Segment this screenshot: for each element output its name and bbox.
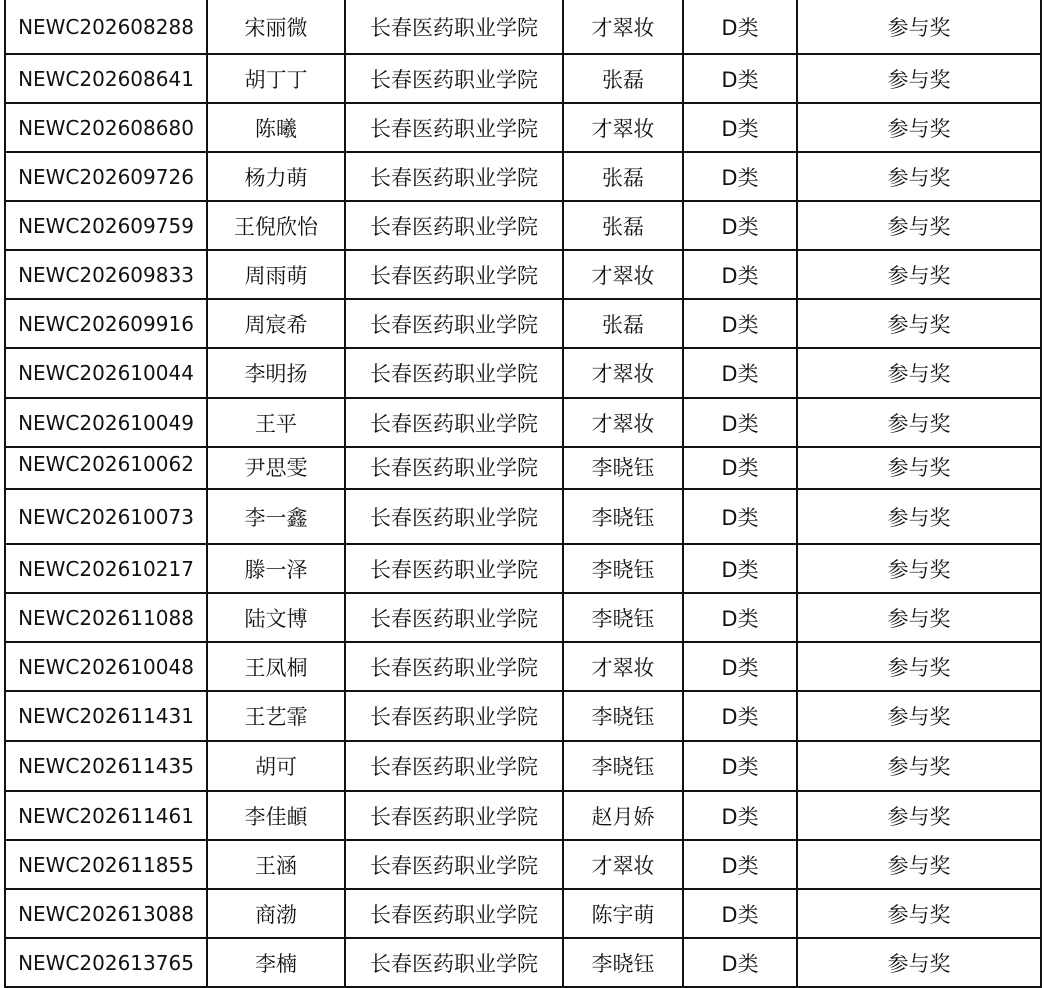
student-name-cell: 李明扬 bbox=[208, 349, 346, 397]
registration-id-cell: NEWC202610049 bbox=[6, 399, 208, 446]
teacher-name-cell: 李晓钰 bbox=[564, 490, 684, 543]
school-name-cell: 长春医药职业学院 bbox=[346, 448, 564, 488]
student-name-cell: 王平 bbox=[208, 399, 346, 446]
teacher-name-cell: 李晓钰 bbox=[564, 448, 684, 488]
award-cell: 参与奖 bbox=[887, 705, 951, 729]
student-name-cell: 陆文博 bbox=[208, 594, 346, 641]
table-row bbox=[6, 643, 1040, 692]
school-name-cell: 长春医药职业学院 bbox=[346, 153, 564, 200]
teacher-name-cell: 李晓钰 bbox=[564, 692, 684, 740]
registration-id-cell: NEWC202610217 bbox=[6, 545, 208, 592]
student-name-cell: 杨力萌 bbox=[208, 153, 346, 200]
school-name-cell: 长春医药职业学院 bbox=[346, 594, 564, 641]
teacher-name-cell: 张磊 bbox=[564, 202, 684, 249]
school-name-cell: 长春医药职业学院 bbox=[346, 104, 564, 151]
school-name-cell: 长春医药职业学院 bbox=[346, 300, 564, 347]
award-cell: 参与奖 bbox=[887, 951, 951, 976]
teacher-name-cell: 才翠妆 bbox=[564, 841, 684, 888]
student-name-cell: 商渤 bbox=[208, 890, 346, 937]
teacher-name-cell: 李晓钰 bbox=[564, 594, 684, 641]
award-cell: 参与奖 bbox=[887, 902, 951, 927]
student-name-cell: 王艺霏 bbox=[208, 692, 346, 740]
awards-table bbox=[4, 0, 1042, 988]
registration-id-cell: NEWC202609759 bbox=[6, 202, 208, 249]
table-row bbox=[6, 939, 1040, 988]
category-cell: D类 bbox=[684, 792, 798, 839]
school-name-cell: 长春医药职业学院 bbox=[346, 890, 564, 937]
category-cell: D类 bbox=[684, 251, 798, 298]
registration-id-cell: NEWC202608641 bbox=[6, 55, 208, 102]
school-name-cell: 长春医药职业学院 bbox=[346, 399, 564, 446]
registration-id-cell: NEWC202611461 bbox=[6, 792, 208, 839]
category-cell: D类 bbox=[684, 545, 798, 592]
category-cell: D类 bbox=[684, 202, 798, 249]
table-row bbox=[6, 545, 1040, 594]
teacher-name-cell: 张磊 bbox=[564, 153, 684, 200]
registration-id-cell: NEWC202609833 bbox=[6, 251, 208, 298]
table-row bbox=[6, 490, 1040, 545]
category-cell: D类 bbox=[684, 742, 798, 790]
registration-id-cell: NEWC202608680 bbox=[6, 104, 208, 151]
school-name-cell: 长春医药职业学院 bbox=[346, 841, 564, 888]
table-row bbox=[6, 349, 1040, 399]
teacher-name-cell: 才翠妆 bbox=[564, 104, 684, 151]
school-name-cell: 长春医药职业学院 bbox=[346, 349, 564, 397]
table-row bbox=[6, 104, 1040, 153]
registration-id-cell: NEWC202610062 bbox=[6, 448, 208, 488]
category-cell: D类 bbox=[684, 300, 798, 347]
registration-id-cell: NEWC202608288 bbox=[6, 0, 208, 53]
teacher-name-cell: 赵月娇 bbox=[564, 792, 684, 839]
school-name-cell: 长春医药职业学院 bbox=[346, 939, 564, 986]
award-cell: 参与奖 bbox=[887, 67, 951, 92]
student-name-cell: 胡丁丁 bbox=[208, 55, 346, 102]
school-name-cell: 长春医药职业学院 bbox=[346, 0, 564, 53]
student-name-cell: 宋丽微 bbox=[208, 0, 346, 53]
registration-id-cell: NEWC202611431 bbox=[6, 692, 208, 740]
school-name-cell: 长春医药职业学院 bbox=[346, 202, 564, 249]
award-cell: 参与奖 bbox=[887, 116, 951, 141]
award-cell: 参与奖 bbox=[887, 312, 951, 337]
student-name-cell: 李佳頔 bbox=[208, 792, 346, 839]
category-cell: D类 bbox=[684, 0, 798, 53]
registration-id-cell: NEWC202611435 bbox=[6, 742, 208, 790]
award-cell: 参与奖 bbox=[887, 411, 951, 436]
teacher-name-cell: 才翠妆 bbox=[564, 399, 684, 446]
table-row bbox=[6, 251, 1040, 300]
award-cell: 参与奖 bbox=[887, 214, 951, 239]
category-cell: D类 bbox=[684, 939, 798, 986]
school-name-cell: 长春医药职业学院 bbox=[346, 545, 564, 592]
category-cell: D类 bbox=[684, 448, 798, 488]
table-row bbox=[6, 594, 1040, 643]
teacher-name-cell: 李晓钰 bbox=[564, 939, 684, 986]
teacher-name-cell: 才翠妆 bbox=[564, 251, 684, 298]
registration-id-cell: NEWC202609726 bbox=[6, 153, 208, 200]
table-row bbox=[6, 792, 1040, 841]
category-cell: D类 bbox=[684, 594, 798, 641]
category-cell: D类 bbox=[684, 890, 798, 937]
category-cell: D类 bbox=[684, 490, 798, 543]
award-cell: 参与奖 bbox=[887, 853, 951, 878]
registration-id-cell: NEWC202611855 bbox=[6, 841, 208, 888]
registration-id-cell: NEWC202613765 bbox=[6, 939, 208, 986]
teacher-name-cell: 张磊 bbox=[564, 300, 684, 347]
award-cell: 参与奖 bbox=[887, 804, 951, 829]
category-cell: D类 bbox=[684, 841, 798, 888]
teacher-name-cell: 才翠妆 bbox=[564, 643, 684, 690]
category-cell: D类 bbox=[684, 153, 798, 200]
table-row bbox=[6, 153, 1040, 202]
teacher-name-cell: 李晓钰 bbox=[564, 545, 684, 592]
school-name-cell: 长春医药职业学院 bbox=[346, 55, 564, 102]
school-name-cell: 长春医药职业学院 bbox=[346, 251, 564, 298]
student-name-cell: 李楠 bbox=[208, 939, 346, 986]
award-cell: 参与奖 bbox=[887, 557, 951, 582]
award-cell: 参与奖 bbox=[887, 755, 951, 779]
table-row bbox=[6, 742, 1040, 792]
table-row bbox=[6, 399, 1040, 448]
category-cell: D类 bbox=[684, 349, 798, 397]
student-name-cell: 周雨萌 bbox=[208, 251, 346, 298]
registration-id-cell: NEWC202610044 bbox=[6, 349, 208, 397]
student-name-cell: 尹思雯 bbox=[208, 448, 346, 488]
award-cell: 参与奖 bbox=[887, 15, 951, 40]
registration-id-cell: NEWC202610073 bbox=[6, 490, 208, 543]
school-name-cell: 长春医药职业学院 bbox=[346, 742, 564, 790]
table-row bbox=[6, 0, 1040, 55]
registration-id-cell: NEWC202610048 bbox=[6, 643, 208, 690]
teacher-name-cell: 陈宇萌 bbox=[564, 890, 684, 937]
student-name-cell: 周宸希 bbox=[208, 300, 346, 347]
table-row bbox=[6, 692, 1040, 742]
award-cell: 参与奖 bbox=[887, 505, 951, 530]
award-cell: 参与奖 bbox=[887, 655, 951, 680]
table-row bbox=[6, 841, 1040, 890]
student-name-cell: 陈曦 bbox=[208, 104, 346, 151]
registration-id-cell: NEWC202609916 bbox=[6, 300, 208, 347]
award-cell: 参与奖 bbox=[887, 362, 951, 386]
table-row bbox=[6, 300, 1040, 349]
school-name-cell: 长春医药职业学院 bbox=[346, 692, 564, 740]
school-name-cell: 长春医药职业学院 bbox=[346, 643, 564, 690]
award-cell: 参与奖 bbox=[887, 263, 951, 288]
category-cell: D类 bbox=[684, 55, 798, 102]
registration-id-cell: NEWC202611088 bbox=[6, 594, 208, 641]
student-name-cell: 李一鑫 bbox=[208, 490, 346, 543]
category-cell: D类 bbox=[684, 104, 798, 151]
student-name-cell: 王涵 bbox=[208, 841, 346, 888]
student-name-cell: 滕一泽 bbox=[208, 545, 346, 592]
award-cell: 参与奖 bbox=[887, 456, 951, 480]
award-cell: 参与奖 bbox=[887, 165, 951, 190]
teacher-name-cell: 张磊 bbox=[564, 55, 684, 102]
registration-id-cell: NEWC202613088 bbox=[6, 890, 208, 937]
school-name-cell: 长春医药职业学院 bbox=[346, 792, 564, 839]
student-name-cell: 胡可 bbox=[208, 742, 346, 790]
table-row bbox=[6, 202, 1040, 251]
teacher-name-cell: 才翠妆 bbox=[564, 0, 684, 53]
category-cell: D类 bbox=[684, 692, 798, 740]
table-row bbox=[6, 55, 1040, 104]
student-name-cell: 王倪欣怡 bbox=[208, 202, 346, 249]
award-cell: 参与奖 bbox=[887, 606, 951, 631]
teacher-name-cell: 李晓钰 bbox=[564, 742, 684, 790]
table-row bbox=[6, 890, 1040, 939]
table-row bbox=[6, 448, 1040, 490]
school-name-cell: 长春医药职业学院 bbox=[346, 490, 564, 543]
category-cell: D类 bbox=[684, 399, 798, 446]
teacher-name-cell: 才翠妆 bbox=[564, 349, 684, 397]
category-cell: D类 bbox=[684, 643, 798, 690]
student-name-cell: 王凤桐 bbox=[208, 643, 346, 690]
